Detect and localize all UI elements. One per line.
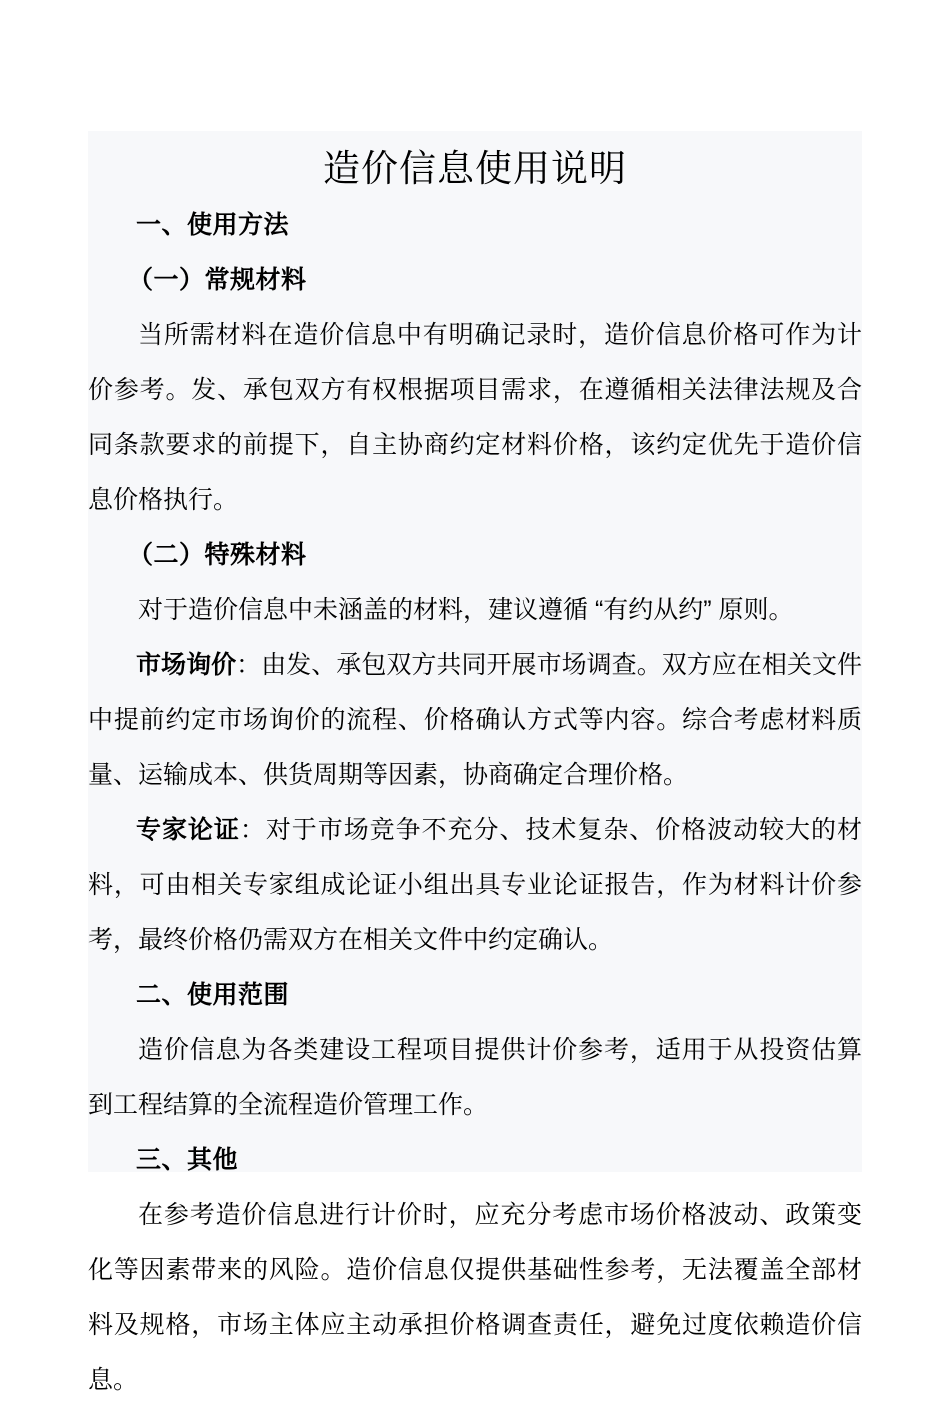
document-title: 造价信息使用说明 [323, 149, 627, 190]
term-label-market-inquiry: 市场询价 [136, 651, 237, 679]
sub-heading-special-materials: （二）特殊材料 [128, 541, 307, 569]
section-heading-usage-method: 一、使用方法 [136, 211, 290, 239]
term-text-expert-review: 对于市场竞争不充分、技术复杂、价格波动较大的材料，可由相关专家组成论证小组出具专业论证报告，作为材料计价参考，最终价格仍需双方在相关文件中约定确认。 [88, 816, 862, 954]
term-separator-market-inquiry: ： [236, 651, 262, 679]
section-heading-usage-scope: 二、使用范围 [136, 981, 290, 1009]
term-label-expert-review: 专家论证 [136, 816, 240, 844]
paragraph-other: 在参考造价信息进行计价时，应充分考虑市场价格波动、政策变化等因素带来的风险。造价信息仅提供基础性参考，无法覆盖全部材料及规格，市场主体应主动承担价格调查责任，避免过度依赖造价信息。 [88, 1201, 862, 1394]
paragraph-special-materials: 对于造价信息中未涵盖的材料，建议遵循 “有约从约” 原则。 [138, 596, 794, 624]
term-text-market-inquiry: 由发、承包双方共同开展市场调查。双方应在相关文件中提前约定市场询价的流程、价格确认方式等内容。综合考虑材料质量、运输成本、供货周期等因素，协商确定合理价格。 [88, 651, 862, 789]
document-page [88, 131, 862, 1394]
section-heading-other: 三、其他 [136, 1146, 239, 1174]
paragraph-expert-review [88, 803, 862, 968]
paragraph-market-inquiry [88, 638, 862, 803]
term-separator-expert-review: ： [239, 816, 266, 844]
sub-heading-regular-materials: （一）常规材料 [128, 266, 307, 294]
paragraph-regular-materials: 当所需材料在造价信息中有明确记录时，造价信息价格可作为计价参考。发、承包双方有权根据项目需求，在遵循相关法律法规及合同条款要求的前提下，自主协商约定材料价格，该约定优先于造价信息价格执行。 [88, 321, 862, 514]
paragraph-usage-scope: 造价信息为各类建设工程项目提供计价参考，适用于从投资估算到工程结算的全流程造价管理工作。 [88, 1036, 862, 1119]
